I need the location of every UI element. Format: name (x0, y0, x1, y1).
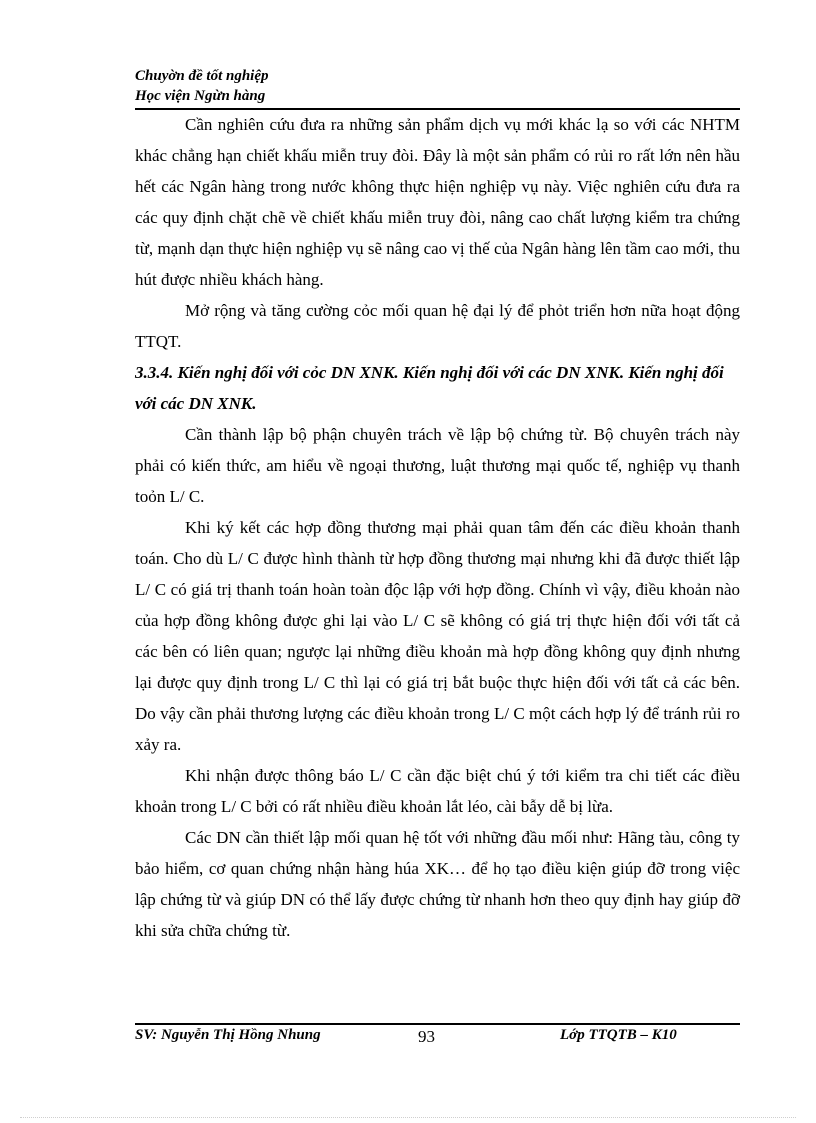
page-bottom-dotted-line (20, 1117, 796, 1118)
page-number: 93 (418, 1027, 435, 1046)
paragraph-2: Mở rộng và tăng cường cỏc mối quan hệ đại lý để phỏt triển hơn nữa hoạt động TTQT. (135, 301, 740, 351)
footer-class: Lớp TTQTB – K10 (560, 1027, 677, 1043)
page-header (135, 66, 740, 106)
paragraph-6: Các DN cần thiết lập mối quan hệ tốt với những đầu mối như: Hãng tàu, công ty bảo hiểm, cơ quan chứng nhận hàng húa XK… để họ tạo điều kiện giúp đỡ trong việc lập chứng từ và giúp DN có thể lấy được chứng từ nhanh hơn theo quy định hay giúp đỡ khi sửa chữa chứng từ. (135, 828, 740, 940)
paragraph-1: Cần nghiên cứu đưa ra những sản phẩm dịch vụ mới khác lạ so với các NHTM khác chẳng hạn chiết khấu miễn truy đòi. Đây là một sản phẩm có rủi ro rất lớn nên hầu hết các Ngân hàng trong nước không thực hiện nghiệp vụ này. Việc nghiên cứu đưa ra các quy định chặt chẽ về chiết khấu miễn truy đòi, nâng cao chất lượng kiểm tra chứng từ, mạnh dạn thực hiện nghiệp vụ sẽ nâng cao vị thế của Ngân hàng lên tầm cao mới, thu hút được nhiều khách hàng. (135, 115, 740, 289)
header-thesis-title: Chuyờn đề tốt nghiệp (135, 68, 269, 84)
footer-divider (135, 1023, 740, 1025)
section-heading: 3.3.4. Kiến nghị đối với cỏc DN XNK. Kiến nghị đối với các DN XNK. Kiến nghị đối với các DN XNK. (135, 363, 724, 413)
page-footer (135, 1027, 740, 1051)
paragraph-3: Cần thành lập bộ phận chuyên trách về lập bộ chứng từ. Bộ chuyên trách này phải có kiến thức, am hiểu về ngoại thương, luật thương mại quốc tế, nghiệp vụ thanh toỏn L/ C. (135, 425, 740, 506)
footer-student-name: SV: Nguyễn Thị Hồng Nhung (135, 1027, 321, 1043)
document-body (135, 109, 740, 946)
paragraph-4: Khi ký kết các hợp đồng thương mại phải quan tâm đến các điều khoản thanh toán. Cho dù L/ C được hình thành từ hợp đồng thương mại nhưng khi đã được thiết lập L/ C có giá trị thanh toán hoàn toàn độc lập với hợp đồng. Chính vì vậy, điều khoản nào của hợp đồng không được ghi lại vào L/ C sẽ không có giá trị thực hiện đối với tất cả các bên có liên quan; ngược lại những điều khoản mà hợp đồng không quy định nhưng lại được quy định trong L/ C thì lại có giá trị bắt buộc thực hiện đối với tất cả các bên. Do vậy cần phải thương lượng các điều khoản trong L/ C một cách hợp lý để tránh rủi ro xảy ra. (135, 518, 740, 754)
header-institution: Học viện Ngừn hàng (135, 88, 266, 104)
paragraph-5: Khi nhận được thông báo L/ C cần đặc biệt chú ý tới kiểm tra chi tiết các điều khoản trong L/ C bởi có rất nhiều điều khoản lắt léo, cài bẫy dễ bị lừa. (135, 766, 740, 816)
